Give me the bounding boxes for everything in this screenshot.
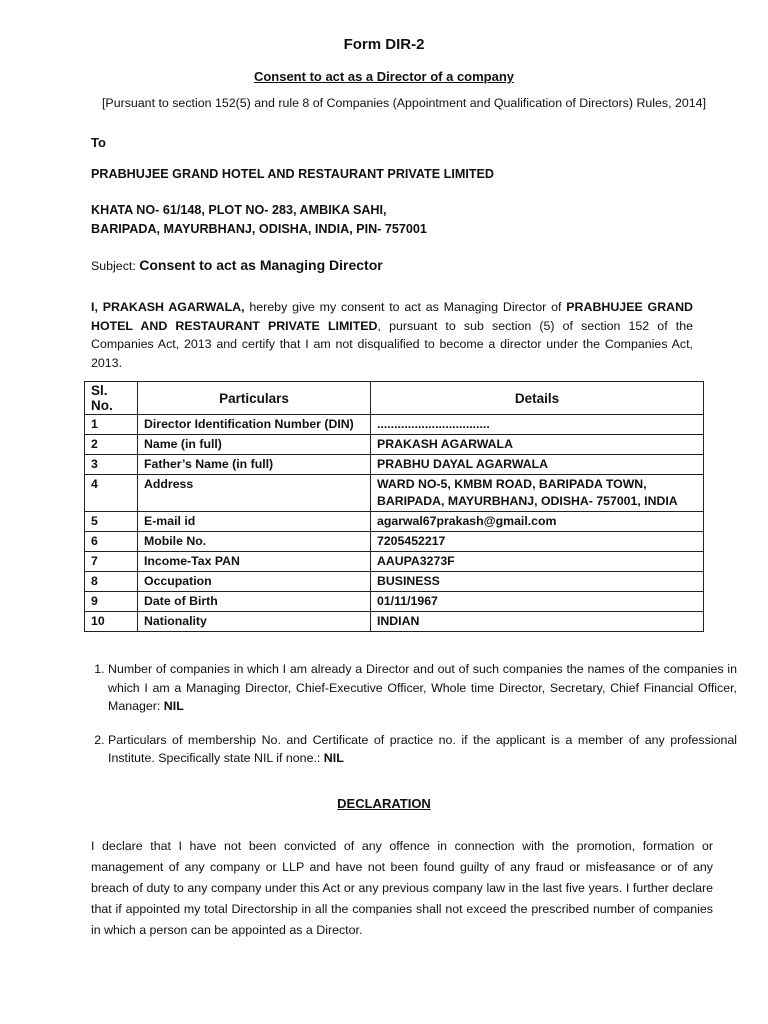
declaration-heading: DECLARATION	[337, 796, 431, 811]
table-row	[85, 415, 704, 435]
recipient-company: PRABHUJEE GRAND HOTEL AND RESTAURANT PRIVATE LIMITED	[91, 167, 495, 181]
subject-text: Consent to act as Managing Director	[139, 257, 383, 273]
list-item	[108, 731, 737, 768]
cell-details	[371, 455, 704, 475]
cell-particular: E-mail id	[138, 512, 371, 532]
recipient-address-line2: BARIPADA, MAYURBHANJ, ODISHA, INDIA, PIN- 757001	[91, 222, 427, 236]
cell-details	[371, 475, 704, 512]
consent-text-2: , pursuant to sub section (5) of section 152 of the Companies Act, 2013 and certify that I am not disqualified to become a director under the Companies Act, 2013.	[91, 318, 693, 370]
director-details-table	[84, 381, 704, 632]
cell-particular: Mobile No.	[138, 532, 371, 552]
table-row	[85, 475, 704, 512]
table-row	[85, 512, 704, 532]
detail-line: 01/11/1967	[377, 594, 438, 608]
cell-particular: Director Identification Number (DIN)	[138, 415, 371, 435]
detail-line: .................................	[377, 417, 490, 431]
subject-line	[91, 257, 383, 273]
detail-line: WARD NO-5, KMBM ROAD, BARIPADA TOWN,	[377, 477, 647, 491]
form-title: Form DIR-2	[343, 36, 425, 53]
table-row	[85, 552, 704, 572]
detail-line: 7205452217	[377, 534, 446, 548]
cell-sl-no: 4	[85, 475, 138, 512]
form-subtitle: Consent to act as a Director of a company	[253, 69, 515, 84]
cell-sl-no: 8	[85, 572, 138, 592]
cell-sl-no: 10	[85, 612, 138, 632]
detail-line: AAUPA3273F	[377, 554, 455, 568]
consenter-name: I, PRAKASH AGARWALA,	[91, 300, 245, 314]
detail-line: PRABHU DAYAL AGARWALA	[377, 457, 549, 471]
cell-particular: Address	[138, 475, 371, 512]
consent-text-1: hereby give my consent to act as Managing Director of	[244, 300, 567, 314]
cell-sl-no: 7	[85, 552, 138, 572]
pursuant-note: [Pursuant to section 152(5) and rule 8 of Companies (Appointment and Qualification of Directors) Rules, 2014]	[101, 96, 707, 110]
cell-particular: Nationality	[138, 612, 371, 632]
cell-details	[371, 532, 704, 552]
detail-line: agarwal67prakash@gmail.com	[377, 514, 557, 528]
table-row	[85, 455, 704, 475]
cell-sl-no: 1	[85, 415, 138, 435]
subject-label: Subject:	[91, 259, 136, 273]
table-row	[85, 532, 704, 552]
to-label: To	[91, 135, 106, 150]
cell-details	[371, 435, 704, 455]
detail-line: BARIPADA, MAYURBHANJ, ODISHA- 757001, INDIA	[377, 494, 678, 508]
table-row	[85, 592, 704, 612]
cell-particular: Name (in full)	[138, 435, 371, 455]
cell-sl-no: 9	[85, 592, 138, 612]
cell-details	[371, 512, 704, 532]
table-header-row	[85, 382, 704, 415]
cell-particular: Father’s Name (in full)	[138, 455, 371, 475]
list-item	[108, 660, 737, 716]
detail-line: PRAKASH AGARWALA	[377, 437, 513, 451]
cell-sl-no: 5	[85, 512, 138, 532]
cell-details	[371, 592, 704, 612]
consent-company: PRABHUJEE GRAND HOTEL AND RESTAURANT PRIVATE LIMITED	[91, 300, 693, 333]
cell-sl-no: 6	[85, 532, 138, 552]
detail-line: BUSINESS	[377, 574, 440, 588]
table-row	[85, 572, 704, 592]
cell-details	[371, 572, 704, 592]
point-value: NIL	[323, 751, 344, 765]
header-sl-no: Sl. No.	[85, 382, 138, 415]
cell-particular: Income-Tax PAN	[138, 552, 371, 572]
cell-details	[371, 415, 704, 435]
cell-details	[371, 552, 704, 572]
point-text: Particulars of membership No. and Certificate of practice no. if the applicant is a member of any professional Institute. Specifically state NIL if none.:	[108, 732, 737, 765]
cell-particular: Date of Birth	[138, 592, 371, 612]
point-value: NIL	[163, 699, 184, 713]
point-text: Number of companies in which I am already a Director and out of such companies the names of the companies in which I am a Managing Director, Chief-Executive Officer, Whole time Director, Secretary, Chief Financial Officer, Manager:	[108, 662, 737, 713]
header-particulars: Particulars	[138, 382, 371, 415]
cell-sl-no: 3	[85, 455, 138, 475]
table-body	[85, 415, 704, 632]
table-row	[85, 612, 704, 632]
declaration-text: I declare that I have not been convicted of any offence in connection with the promotion, formation or management of any company or LLP and have not been found guilty of any fraud or misfeasance or of any breach of duty to any company under this Act or any previous company law in the last five years. I further declare that if appointed my total Directorship in all the companies shall not exceed the prescribed number of companies in which a person can be appointed as a Director.	[91, 839, 713, 937]
cell-particular: Occupation	[138, 572, 371, 592]
cell-sl-no: 2	[85, 435, 138, 455]
header-details: Details	[371, 382, 704, 415]
cell-details	[371, 612, 704, 632]
detail-line: INDIAN	[377, 614, 420, 628]
declaration-points	[84, 660, 737, 783]
consent-paragraph	[91, 298, 693, 372]
recipient-address-line1: KHATA NO- 61/148, PLOT NO- 283, AMBIKA SAHI,	[91, 203, 387, 217]
table-row	[85, 435, 704, 455]
